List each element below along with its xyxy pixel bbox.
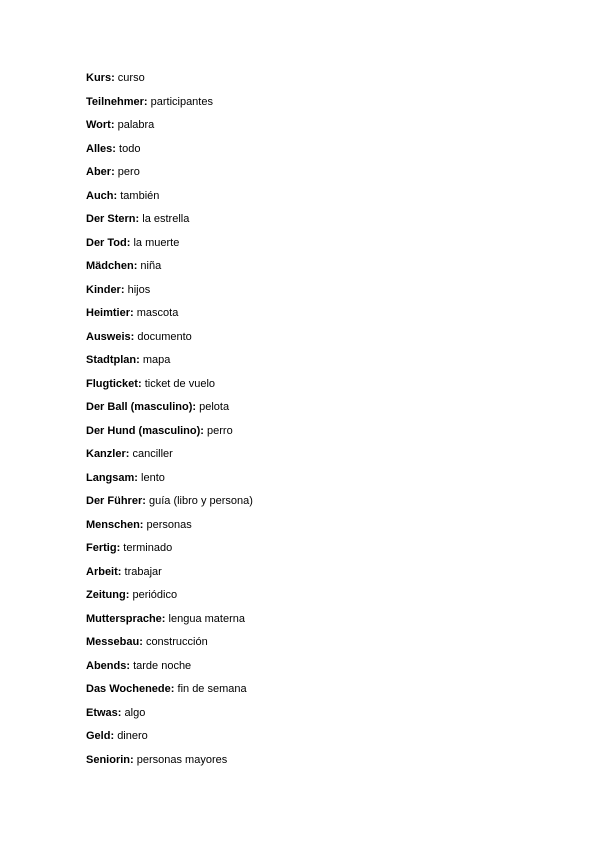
- term-separator: :: [113, 189, 118, 202]
- spanish-translation: palabra: [117, 119, 155, 131]
- term-separator: :: [139, 518, 144, 531]
- term-separator: :: [112, 142, 116, 155]
- vocab-entry: [86, 517, 253, 541]
- german-term: Der Stern: [86, 213, 136, 225]
- vocab-entry: [86, 352, 253, 376]
- german-term: Der Tod: [86, 236, 127, 249]
- spanish-translation: pero: [117, 166, 140, 178]
- vocab-entry: [86, 611, 253, 635]
- german-term: Messebau: [86, 636, 140, 648]
- german-term: Zeitung: [86, 589, 126, 601]
- term-separator: :: [116, 542, 121, 554]
- spanish-translation: curso: [117, 72, 145, 84]
- vocab-entry: [86, 376, 253, 400]
- vocab-entry: [86, 564, 253, 588]
- term-separator: :: [110, 119, 115, 131]
- vocab-entry: [86, 658, 253, 682]
- term-separator: :: [139, 636, 143, 648]
- term-separator: :: [137, 377, 142, 390]
- spanish-translation: todo: [119, 142, 141, 155]
- german-term: Abends: [86, 659, 127, 672]
- vocab-entry: [86, 141, 253, 165]
- spanish-translation: la muerte: [133, 236, 180, 249]
- spanish-translation: lengua materna: [168, 612, 245, 625]
- german-term: Fertig: [86, 542, 117, 554]
- vocab-entry: [86, 728, 253, 752]
- spanish-translation: dinero: [117, 730, 148, 742]
- spanish-translation: personas: [146, 518, 192, 531]
- term-separator: :: [161, 612, 166, 625]
- term-separator: :: [125, 589, 130, 601]
- vocab-entry: [86, 164, 253, 188]
- term-separator: :: [136, 354, 140, 366]
- vocab-entry: [86, 752, 253, 776]
- spanish-translation: la estrella: [142, 213, 190, 225]
- vocabulary-list: [86, 70, 253, 775]
- german-term: Arbeit: [86, 565, 118, 578]
- german-term: Stadtplan: [86, 354, 137, 366]
- german-term: Seniorin: [86, 753, 131, 766]
- spanish-translation: construcción: [145, 636, 208, 648]
- term-separator: :: [133, 260, 138, 272]
- german-term: Ausweis: [86, 330, 131, 343]
- spanish-translation: pelota: [199, 401, 230, 413]
- spanish-translation: periódico: [132, 589, 178, 601]
- vocab-entry: [86, 117, 253, 141]
- german-term: Der Führer: [86, 495, 143, 507]
- term-separator: :: [170, 683, 175, 695]
- term-separator: :: [125, 448, 130, 460]
- german-term: Menschen: [86, 518, 140, 531]
- term-separator: :: [130, 330, 135, 343]
- vocab-entry: [86, 587, 253, 611]
- term-separator: :: [111, 166, 115, 178]
- german-term: Etwas: [86, 706, 118, 719]
- german-term: Muttersprache: [86, 612, 162, 625]
- vocab-entry: [86, 188, 253, 212]
- vocab-entry: [86, 305, 253, 329]
- vocab-entry: [86, 329, 253, 353]
- german-term: Das Wochenede: [86, 683, 171, 695]
- vocab-entry: [86, 70, 253, 94]
- german-term: Der Ball (masculino): [86, 401, 193, 413]
- spanish-translation: fin de semana: [177, 683, 247, 695]
- spanish-translation: lento: [141, 471, 165, 484]
- spanish-translation: personas mayores: [136, 753, 228, 766]
- german-term: Kinder: [86, 283, 121, 296]
- spanish-translation: terminado: [123, 542, 173, 554]
- german-term: Kurs: [86, 72, 112, 84]
- vocab-entry: [86, 446, 253, 470]
- german-term: Geld: [86, 730, 111, 742]
- term-separator: :: [126, 659, 131, 672]
- vocab-entry: [86, 399, 253, 423]
- german-term: Aber: [86, 166, 112, 178]
- spanish-translation: documento: [137, 330, 192, 343]
- spanish-translation: guía (libro y persona): [148, 495, 253, 507]
- vocab-entry: [86, 235, 253, 259]
- term-separator: :: [117, 565, 122, 578]
- vocab-entry: [86, 94, 253, 118]
- term-separator: :: [134, 471, 138, 484]
- spanish-translation: hijos: [127, 283, 151, 296]
- spanish-translation: niña: [140, 260, 162, 272]
- vocab-entry: [86, 470, 253, 494]
- term-separator: :: [142, 495, 146, 507]
- vocab-entry: [86, 258, 253, 282]
- term-separator: :: [126, 236, 131, 249]
- term-separator: :: [130, 753, 134, 766]
- spanish-translation: ticket de vuelo: [144, 377, 216, 390]
- term-separator: :: [111, 72, 115, 84]
- spanish-translation: perro: [207, 424, 233, 437]
- vocab-entry: [86, 540, 253, 564]
- vocab-entry: [86, 705, 253, 729]
- german-term: Wort: [86, 119, 111, 131]
- german-term: Alles: [86, 142, 113, 155]
- vocab-entry: [86, 493, 253, 517]
- german-term: Mädchen: [86, 260, 134, 272]
- spanish-translation: algo: [124, 706, 146, 719]
- term-separator: :: [117, 706, 122, 719]
- term-separator: :: [120, 283, 125, 296]
- german-term: Teilnehmer: [86, 95, 144, 108]
- spanish-translation: canciller: [132, 448, 173, 460]
- spanish-translation: trabajar: [124, 565, 162, 578]
- german-term: Auch: [86, 189, 114, 202]
- vocab-entry: [86, 634, 253, 658]
- vocab-entry: [86, 282, 253, 306]
- german-term: Der Hund (masculino): [86, 424, 201, 437]
- spanish-translation: tarde noche: [133, 659, 192, 672]
- spanish-translation: también: [120, 189, 160, 202]
- term-separator: :: [110, 730, 115, 742]
- vocab-entry: [86, 423, 253, 447]
- spanish-translation: mascota: [136, 307, 179, 319]
- spanish-translation: mapa: [142, 354, 171, 366]
- german-term: Kanzler: [86, 448, 126, 460]
- german-term: Langsam: [86, 471, 135, 484]
- german-term: Flugticket: [86, 377, 138, 390]
- term-separator: :: [143, 95, 148, 108]
- vocab-entry: [86, 211, 253, 235]
- vocab-entry: [86, 681, 253, 705]
- term-separator: :: [130, 307, 134, 319]
- spanish-translation: participantes: [150, 95, 213, 108]
- german-term: Heimtier: [86, 307, 131, 319]
- term-separator: :: [200, 424, 204, 437]
- term-separator: :: [135, 213, 140, 225]
- term-separator: :: [192, 401, 197, 413]
